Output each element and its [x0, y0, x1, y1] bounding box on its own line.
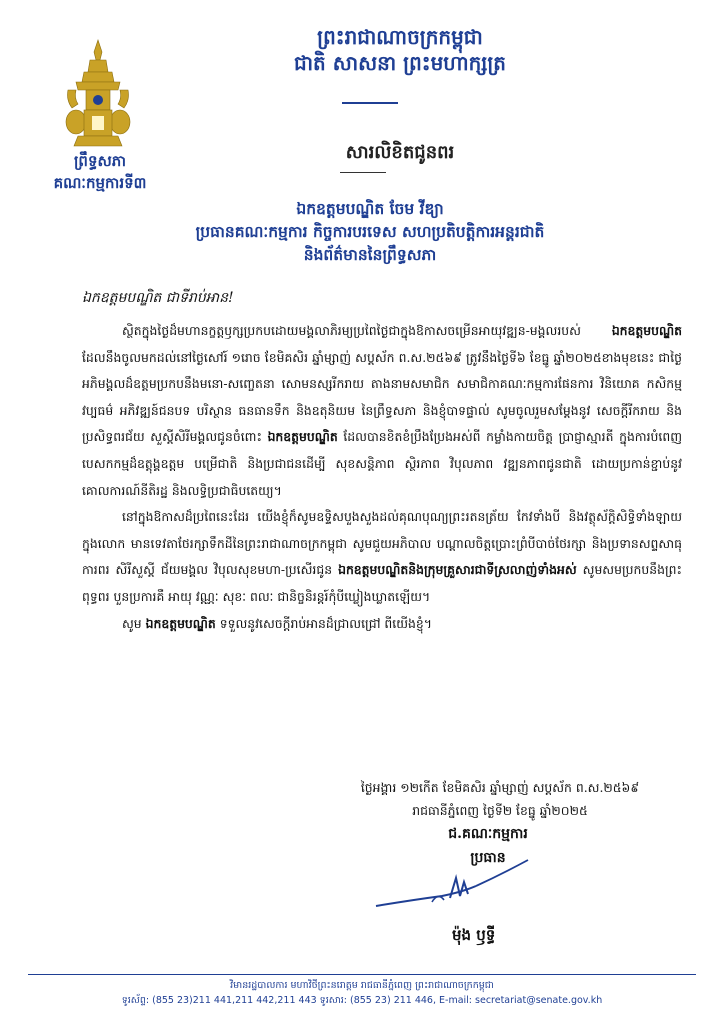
signature-role: ប្រធាន	[470, 850, 506, 866]
recipient-name: ឯកឧត្តមបណ្ឌិត ចែម វីឌ្យា	[296, 200, 444, 218]
department-name: គណៈកម្មការទី៣	[53, 174, 147, 192]
title-divider	[340, 172, 386, 173]
para1-text-c: ដែលបានខិតខំប្រឹងប្រែងអស់ពី កម្លាំងកាយចិត្ត ប្រាជ្ញាស្មារតី ក្នុងការបំពេញបេសកកម្មដ៏ឧត្តុង្គឧត្តម បម្រើជាតិ និងប្រជាជនដើម្បី សុខសន្តិភាព ស្ថិរភាព វិបុលភាព វឌ្ឍនភាពជូនជាតិ ដោយប្រកាន់ខ្ជាប់នូវគោលការណ៍នីតិរដ្ឋ និងលទ្ធិប្រជាធិបតេយ្យ។	[82, 429, 682, 498]
footer-address: វិមានរដ្ឋបាលការ មហាវិថីព្រះនរោត្តម រាជធានីភ្នំពេញ ព្រះរាជាណាចក្រកម្ពុជា	[230, 980, 494, 991]
document-title: សារលិខិតជូនពរ	[345, 142, 455, 163]
para1-honorific-1: ឯកឧត្តមបណ្ឌិត	[611, 323, 682, 338]
footer-divider	[28, 974, 696, 975]
salutation: ឯកឧត្តមបណ្ឌិត ជាទីរាប់អាន!	[82, 290, 234, 306]
lunar-date: ថ្ងៃអង្គារ ១២កើត ខែមិគសិរ ឆ្នាំម្សាញ់ សប្តស័ក ព.ស.២៥៦៩	[360, 780, 640, 795]
para3-honorific: ឯកឧត្តមបណ្ឌិត	[145, 615, 216, 631]
solar-date: រាជធានីភ្នំពេញ ថ្ងៃទី២ ខែធ្នូ ឆ្នាំ២០២៥	[412, 803, 588, 818]
institution-heading	[20, 150, 180, 194]
paragraph-2	[82, 504, 682, 610]
recipient-title: ប្រធានគណៈកម្មការ កិច្ចការបរទេស សហប្រតិបត្តិការអន្តរជាតិ	[195, 223, 545, 241]
para1-text-b: ដែលនឹងចូលមកដល់នៅថ្ងៃសៅរ៍ ១រោច ខែមិគសិរ ឆ្នាំម្សាញ់ សប្តស័ក ព.ស.២៥៦៩ ត្រូវនឹងថ្ងៃទី៦ ខែធ្នូ ឆ្នាំ២០២៥ខាងមុខនេះ ជាថ្ងៃអភិមង្គលដ៏ឧត្តមប្រកបនឹងមនោ-សញ្ចេតនា សោមនស្សរីករាយ តាងនាមសមាជិក សមាជិកាគណៈកម្មការផែនការ វិនិយោគ កសិកម្ម វប្បធម៌ អភិវឌ្ឍន៍ជនបទ បរិស្ថាន ធនធានទឹក និងឧតុនិយម នៃព្រឹទ្ធសភា និងខ្ញុំបាទផ្ទាល់ សូមចូលរួមសម្តែងនូវ សេចក្តីរីករាយ និងប្រសិទ្ធពរជ័យ សួស្តីសិរីមង្គលជូនចំពោះ	[82, 349, 682, 445]
signature-org: ជ.គណៈកម្មការ	[448, 826, 528, 842]
footer	[28, 978, 696, 1008]
letter-body	[82, 318, 682, 637]
para3-text-a: សូម	[122, 615, 146, 631]
institution-name: ព្រឹទ្ធសភា	[73, 152, 127, 170]
recipient-title-cont: និងព័ត៌មាននៃព្រឹទ្ធសភា	[303, 246, 437, 264]
recipient-block	[100, 198, 640, 267]
senate-emblem-logo	[62, 38, 134, 150]
paragraph-1	[82, 318, 682, 504]
handwritten-signature	[372, 856, 532, 916]
para1-honorific-2: ឯកឧត្តមបណ្ឌិត	[267, 429, 338, 445]
para3-text-b: ទទួលនូវសេចក្តីរាប់អានដ៏ជ្រាលជ្រៅ ពីយើងខ្ញុំ។	[215, 615, 432, 631]
kingdom-name: ព្រះរាជាណាចក្រកម្ពុជា	[317, 25, 483, 49]
kingdom-heading	[180, 24, 620, 76]
footer-contact: ទូរស័ព្ទ: (855 23)211 441,211 442,211 443 ទូរសារ: (855 23) 211 446, E-mail: secretariat@senate.gov.kh	[121, 995, 603, 1006]
para2-text-b: សូមសមប្រកបនឹងព្រះពុទ្ធពរ បួនប្រការគឺ អាយុ វណ្ណៈ សុខៈ ពលៈ ជានិច្ចនិរន្តរ៍កុំបីឃ្លៀងឃ្លាតឡើយ។	[82, 562, 682, 604]
signer-name: ម៉ុង ឫទ្ធី	[452, 926, 496, 944]
paragraph-3	[82, 611, 682, 638]
date-block	[290, 776, 710, 822]
para1-text-a: ស្ថិតក្នុងថ្ងៃដ៏មហានក្ខត្តឫក្សប្រកបដោយមង្គលាភិរម្យប្រពៃថ្ងៃជាក្នុងឱកាសចម្រើនអាយុវឌ្ឍន-មង្គលរបស់	[122, 323, 612, 338]
para2-text-a: នៅក្នុងឱកាសដ៏ប្រពៃនេះដែរ យើងខ្ញុំក៏សូមឧទ្ទិសបួងសួងដល់គុណបុណ្យព្រះរតនត្រ័យ កែវទាំងបី និងវត្ថុស័ក្តិសិទ្ធិទាំងឡាយក្នុងលោក មានទេវតាថែរក្សាទឹកដីនៃព្រះរាជាណាចក្រកម្ពុជា សូមជួយអភិបាល បណ្តាលចិត្តប្រោះព្រំបីបាច់ថែរក្សា និងប្រទានសព្ទសាធុការពរ សិរីសួស្តី ជ័យមង្គល វិបុលសុខមហា-ប្រសើរជូន	[82, 509, 682, 578]
para2-honorific: ឯកឧត្តមបណ្ឌិតនិងក្រុមគ្រួសារជាទីស្រលាញ់ទាំងអស់	[338, 562, 577, 578]
header-divider	[342, 102, 398, 104]
national-motto: ជាតិ សាសនា ព្រះមហាក្សត្រ	[294, 51, 506, 75]
